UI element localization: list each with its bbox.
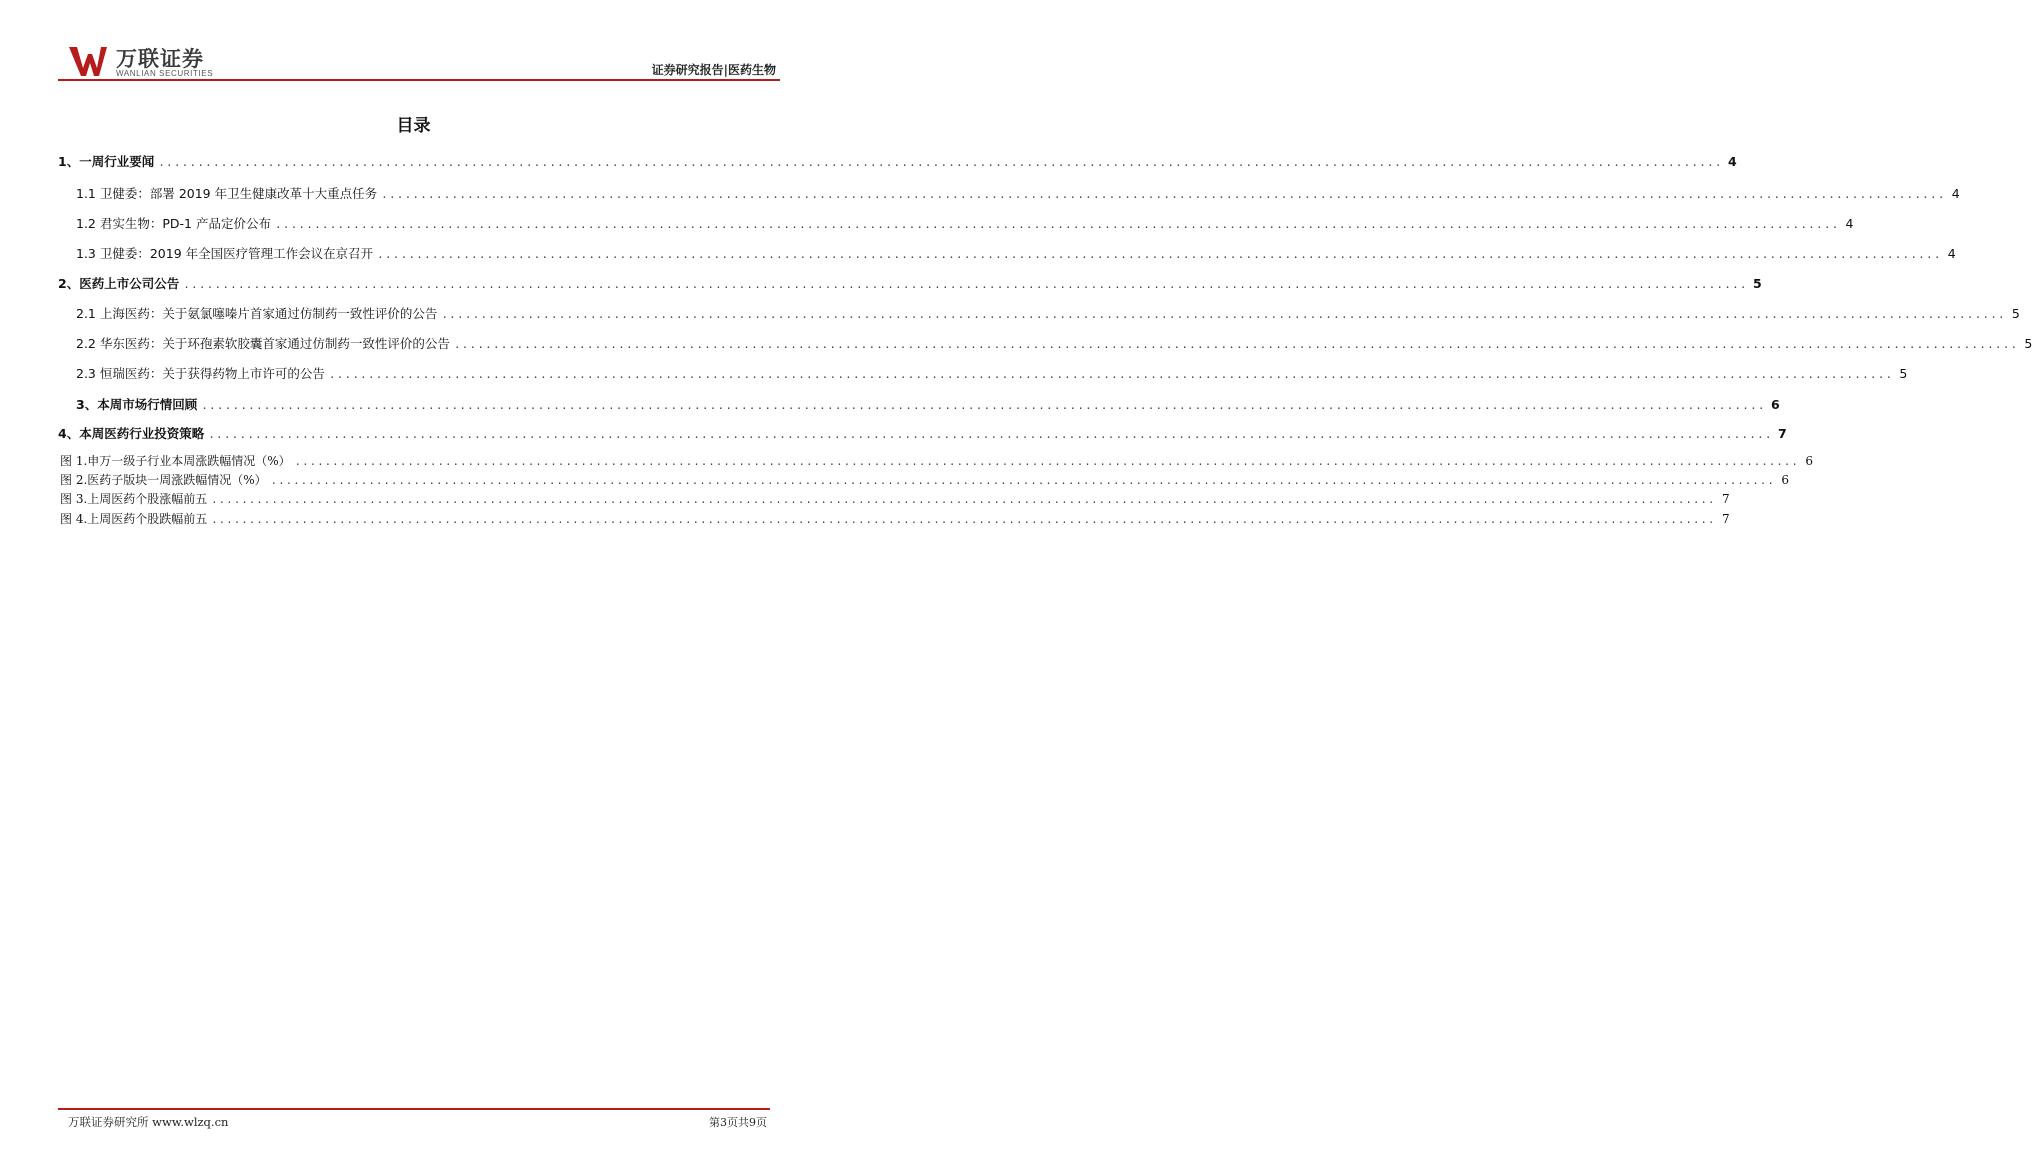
toc-entry[interactable] — [58, 395, 1780, 415]
toc-entry-text: 图 2.医药子版块一周涨跌幅情况（%） — [60, 473, 267, 487]
toc-entry-text: 2.2 华东医药：关于环孢素软胶囊首家通过仿制药一致性评价的公告 — [76, 336, 450, 351]
toc-entry-text: 1.1 卫健委：部署 2019 年卫生健康改革十大重点任务 — [76, 186, 378, 201]
dot-leader: ........................................................................................................................................................................................................ — [211, 494, 1716, 506]
footer-divider — [58, 1108, 770, 1110]
toc-entry-page: 6 — [1805, 454, 1813, 468]
dot-leader: ........................................................................................................................................................................................................ — [381, 188, 1946, 201]
logo-text-en: WANLIAN SECURITIES — [116, 69, 214, 78]
toc-entry-page: 7 — [1721, 512, 1730, 526]
toc-entry-text: 图 3.上周医药个股涨幅前五 — [60, 492, 208, 506]
logo-text-cn: 万联证券 — [116, 47, 204, 71]
toc-entry-text: 4、本周医药行业投资策略 — [58, 426, 205, 441]
dot-leader: ........................................................................................................................................................................................................ — [377, 248, 1942, 261]
toc-entry[interactable] — [58, 274, 1762, 294]
toc-entry-text: 1.2 君实生物：PD-1 产品定价公布 — [76, 216, 271, 231]
dot-leader: ........................................................................................................................................................................................................ — [158, 156, 1723, 169]
toc-entry-page: 6 — [1781, 473, 1789, 487]
figure-list-item[interactable] — [58, 510, 1730, 530]
toc-entry-text: 图 1.申万一级子行业本周涨跌幅情况（%） — [60, 454, 291, 468]
dot-leader: ........................................................................................................................................................................................................ — [201, 399, 1766, 412]
wanlian-logo-icon — [68, 44, 108, 78]
toc-entry[interactable] — [58, 364, 1908, 384]
toc-entry-page: 7 — [1778, 426, 1787, 441]
toc-entry[interactable] — [58, 244, 1956, 264]
figure-list-item[interactable] — [58, 471, 1789, 491]
toc-entry[interactable] — [58, 304, 2020, 324]
page-header — [58, 40, 780, 82]
toc-entry[interactable] — [58, 334, 2032, 354]
toc-entry-page: 5 — [2024, 336, 2032, 351]
toc-entry-page: 7 — [1721, 492, 1730, 506]
figure-list-item[interactable] — [58, 490, 1730, 510]
toc-entry-text: 3、本周市场行情回顾 — [76, 397, 198, 412]
toc-entry-text: 1.3 卫健委：2019 年全国医疗管理工作会议在京召开 — [76, 246, 374, 261]
toc-entry-text: 2.1 上海医药：关于氨氯噻嗪片首家通过仿制药一致性评价的公告 — [76, 306, 438, 321]
toc-entry[interactable] — [58, 214, 1854, 234]
toc-title: 目录 — [396, 116, 431, 136]
dot-leader: ........................................................................................................................................................................................................ — [274, 218, 1840, 231]
toc-entry-text: 图 4.上周医药个股跌幅前五 — [60, 512, 208, 526]
toc-entry[interactable] — [58, 152, 1737, 172]
toc-entry-page: 4 — [1951, 186, 1960, 201]
dot-leader: ........................................................................................................................................................................................................ — [183, 278, 1748, 291]
toc-entry-text: 2.3 恒瑞医药：关于获得药物上市许可的公告 — [76, 366, 325, 381]
toc-entry-page: 6 — [1771, 397, 1780, 412]
toc-entry-page: 5 — [1899, 366, 1908, 381]
toc-entry-text: 2、医药上市公司公告 — [58, 276, 180, 291]
toc-entry-page: 5 — [2011, 306, 2020, 321]
toc-entry-page: 4 — [1845, 216, 1854, 231]
report-category: 证券研究报告|医药生物 — [651, 63, 776, 77]
toc-entry[interactable] — [58, 184, 1960, 204]
dot-leader: ........................................................................................................................................................................................................ — [441, 308, 2006, 321]
toc-entry-text: 1、一周行业要闻 — [58, 154, 155, 169]
footer-source: 万联证券研究所 www.wlzq.cn — [68, 1115, 229, 1129]
dot-leader: ........................................................................................................................................................................................................ — [453, 338, 2019, 351]
toc-entry-page: 4 — [1728, 154, 1737, 169]
toc-entry-page: 4 — [1947, 246, 1956, 261]
toc-entry[interactable] — [58, 424, 1787, 444]
dot-leader: ........................................................................................................................................................................................................ — [208, 428, 1773, 441]
toc-entry-page: 5 — [1753, 276, 1762, 291]
dot-leader: ........................................................................................................................................................................................................ — [328, 368, 1894, 381]
dot-leader: ........................................................................................................................................................................................................ — [211, 514, 1716, 526]
figure-list-item[interactable] — [58, 452, 1813, 472]
dot-leader: ........................................................................................................................................................................................................ — [270, 475, 1775, 487]
dot-leader: ........................................................................................................................................................................................................ — [294, 456, 1799, 468]
page-number: 第3页共9页 — [709, 1116, 767, 1129]
header-divider — [58, 79, 780, 81]
